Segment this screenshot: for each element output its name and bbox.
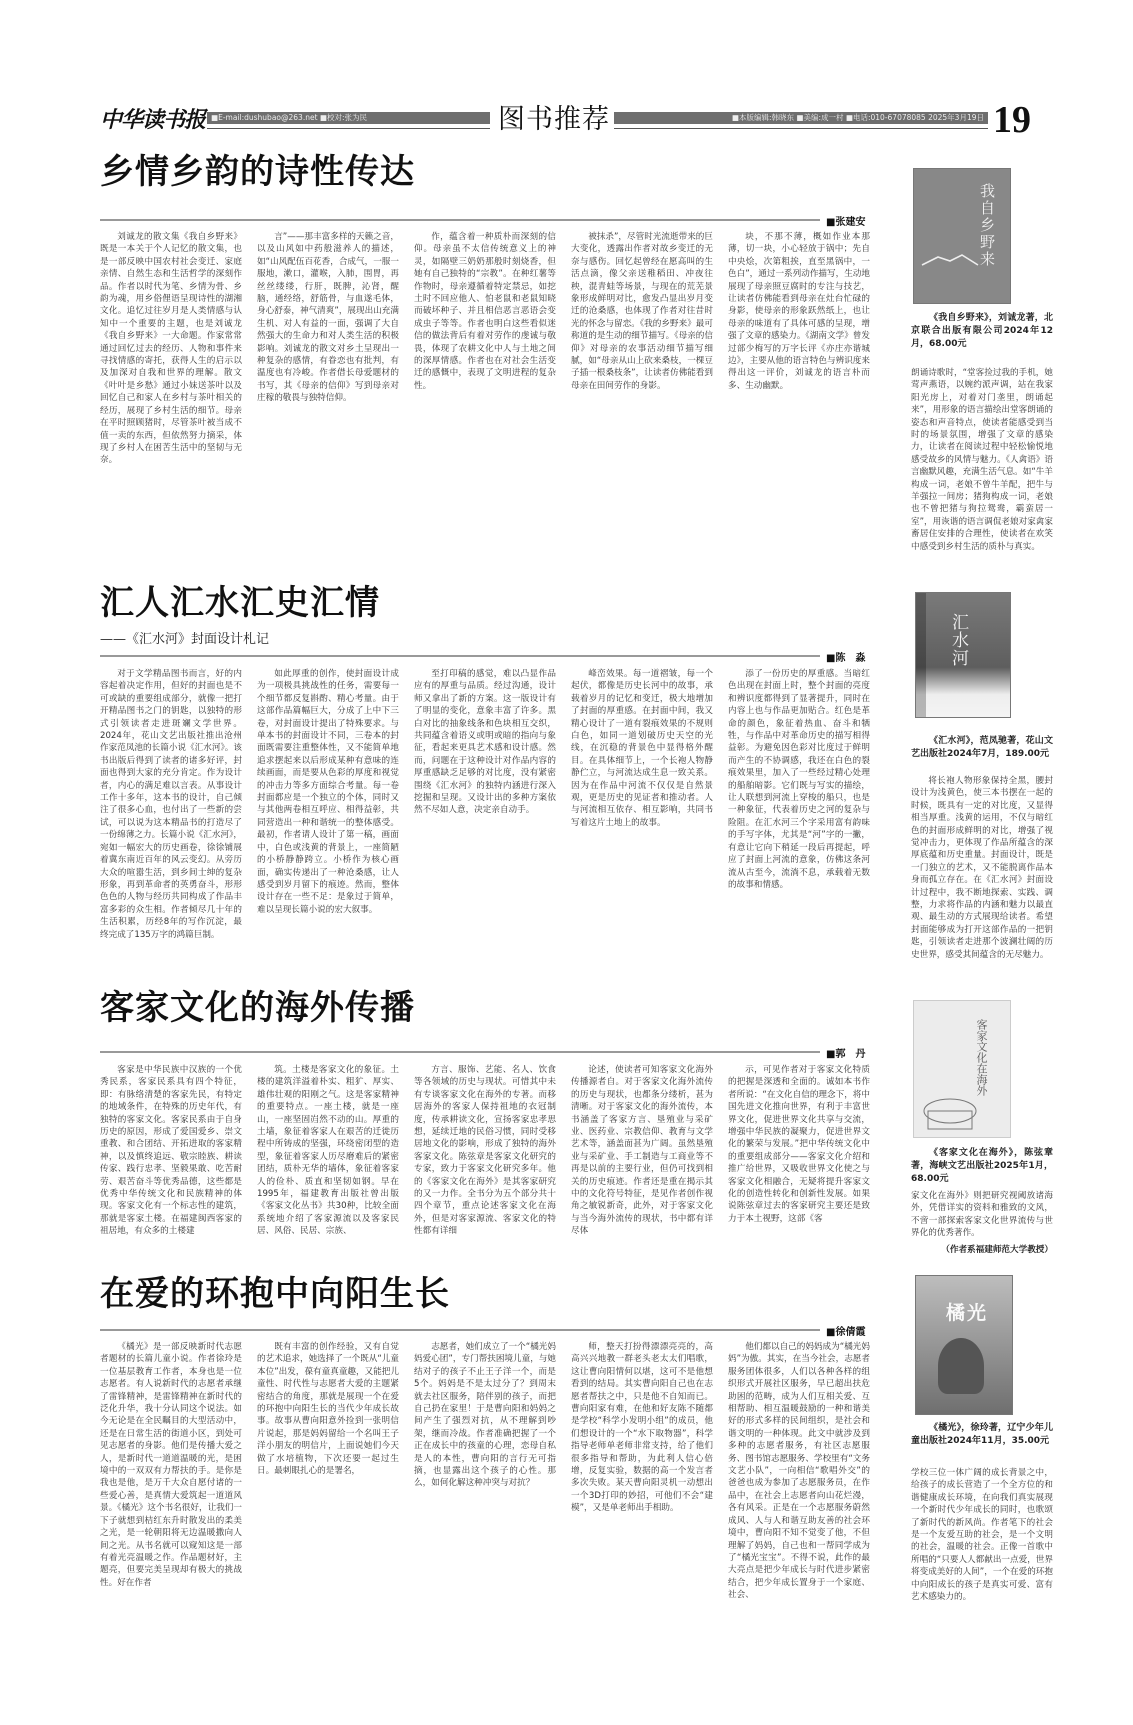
girl-illustration <box>938 1338 984 1394</box>
article-column: 既有丰富的创作经验，又有自觉的艺术追求，她选择了一个既从“儿童本位”出发，葆有童真童趣，又能把儿童性、时代性与志愿者大爱的主题紧密结合的角度，那就是展现一个在爱的环抱中向阳生长的当代少年成长故事。故事从曹向阳意外捡到一张明信片说起，那是妈妈留给一个名叫王子洋小朋友的明信片，上面说她们今天做了水培植物，下次还要一起过生日。最刺眼扎心的是署名， <box>257 1342 399 1477</box>
article-side-column: 将长袍人物形象保持全黑，腰封设计为浅黄色，使三本书摆在一起的时候，既具有一定的对比度，又显得相当厚重。浅黄的运用，不仅与暗红色的封面形成鲜明的对比，增强了视觉冲击力，更体现了作品所蕴含的深厚底蕴和历史重量。封面设计，既是一门独立的艺术，又不能脱离作品本身而孤立存在。在《汇水河》封面设计过程中，我不断地探索、实践、调整，力求将作品的内涵和魅力以最直观、最生动的方式展现给读者。希望封面能够成为打开这部作品的一把钥匙，引领读者走进那个波澜壮阔的历史世界，感受其间蕴含的无尽魅力。 <box>911 776 1053 960</box>
tulou-illustration <box>920 1081 980 1136</box>
article-column: 《橘光》是一部反映新时代志愿者题材的长篇儿童小说。作者徐玲是一位基层教育工作者，本身也是一位志愿者。有人说新时代的志愿者承继了雷锋精神，是雷锋精神在新时代的泛化升华，我十分认同这个说法。如今无论是在全民瞩目的大型活动中，还是在日常生活的街道小区，到处可见志愿者的身影。他们是传播大爱之人，是新时代一道道温暖的光，是困境中的一双双有力帮扶的手。是你是我也是他，是万千大众自愿付诸的一些爱心善，是真情大爱筑起一道道风景。《橘光》这个书名很好，让我们一下子就想到桔红东升时散发出的柔美之光，是一轮朝阳将无边温暖撒向人间之光。从书名就可以窥知这是一部有着光亮温暖之作。作品题材好，主题亮，但要完美呈现却有极大的挑战性。好在作者 <box>100 1342 242 1588</box>
book-cover-image <box>913 168 1011 304</box>
article-byline: ■陈 淼 <box>826 653 866 664</box>
book-cover-image <box>913 1000 1011 1138</box>
article-column: 对于文学精品图书而言，好的内容起着决定作用，但好的封面也是不可或缺的重要组成部分，就像一把打开精品图书之门的钥匙，以独特的形式引领读者走进斑斓文学世界。2024年，花山文艺出版社推出沧州作家范凤池的长篇小说《汇水河》。该书出版后得到了读者的诸多好评，封面也得到大家的充分肯定。作为设计者，内心的满足难以言表。从事设计工作十多年，这本书的设计，自己倾注了很多心血，也付出了一些新的尝试，可以说为这本精品书的打造尽了一份绵薄之力。长篇小说《汇水河》，宛如一幅宏大的历史画卷，徐徐铺展着冀东南近百年的风云变幻。从旁历大众的喧嚣生活，到乡间士绅的复杂形象，再到革命者的英勇奋斗，形形色色的人物与经历共同构成了作品丰富多彩的众生相。作者倾尽几十年的生活积累，历经8年的写作沉淀，最终完成了135万字的鸿篇巨制。 <box>100 669 242 940</box>
article-column: 作，蕴含着一种质朴而深刻的信仰。母亲虽不太信传统意义上的神灵，如隔壁三奶奶那般时刻烧香，但她有自己独特的“宗教”。在种红薯等作物时，母亲遵循着特定禁忌，如挖土时不回应他人、怕老鼠和老鼠知晓而破坏种子、并且相信恶言恶语会变成虫子等等。作者也明白这些看似迷信的做法背后有着对劳作的虔诚与敬畏，体现了农耕文化中人与土地之间的深厚情感。作者也在对社会生活变迁的感慨中，表现了文明进程的复杂性。 <box>414 232 556 391</box>
author-credit: （作者系福建师范大学教授） <box>941 1245 1053 1255</box>
book-cover-title: 汇水河 <box>948 613 968 667</box>
book-caption: 《橘光》，徐玲著，辽宁少年儿童出版社2024年11月，35.00元 <box>911 1423 1053 1446</box>
article-column: 筑。土楼是客家文化的象征。土楼的建筑洋溢着朴实、粗犷、厚实、雄伟壮观的阳刚之气。这是客家精神的重要特点。一座土楼，就是一座山，一座坚固岿然不动的山。厚重的土墙，象征着客家人在艰苦的迁徙历程中所铸成的坚强，环绕密闭型的造型，象征着客家人历尽磨难后的紧密团结，质朴无华的墙体，象征着客家人的俭朴、质直和坚韧如钢。早在1995年，福建教育出版社曾出版《客家文化丛书》共30种，比较全面系统地介绍了客家源流以及客家民居、风俗、民居、宗族、 <box>257 1065 399 1237</box>
article-column: 添了一份历史的厚重感。当暗红色出现在封面上时，整个封面的亮度和辨识度都得到了显著提升，同时在内容上也与作品更加贴合。红色是革命的颜色，象征着热血、奋斗和牺牲，与作品中对革命历史的描写相得益彰。为避免因色彩对比度过于鲜明而产生的不协调感，我还在白色的裂痕效果里，加入了一些经过精心处理的船舶暗影。它们既与写实的描绘，让人联想到河流上穿梭的船只，也是一种象征，代表着历史之河的复杂与险阻。在汇水河三个字采用富有韵味的手写字体，尤其是“河”字的一撇，有意让它向下稍延一段后再提起，呼应了封面上河流的意象，仿佛这条河流从古至今，流淌不息，承载着无数的故事和情感。 <box>728 669 870 890</box>
article-column: 刘诚龙的散文集《我自乡野来》既是一本关于个人记忆的散文集，也是一部反映中国农村社会变迁、家庭亲情、自然生态和生活哲学的深刻作品。作者以时代为笔、乡情为骨、乡韵为魂，用乡俗俚语呈现诗性的湖湘文化。追忆过往岁月是人类情感与认知中一个重要的主题，也是刘诚龙《我自乡野来》一大命题。作家常常通过回忆过去的经历、人物和事件来寻找情感的寄托，获得人生的启示以及加深对自我和世界的理解。散文《叶叶是乡愁》通过小妹送茶叶以及回忆自己和家人在乡村与茶叶相关的经历，展现了乡村生活的细节。母亲在平时照顾猪时，尽管茶叶被当成不值一卖的东西，但依然努力摘采，体现了乡村人在困苦生活中的坚韧与无奈。 <box>100 232 242 466</box>
section-title: 图书推荐 <box>498 104 610 135</box>
book-caption: 《汇水河》，范凤驰著，花山文艺出版社2024年7月，189.00元 <box>911 736 1053 759</box>
article-column: 客家是中华民族中汉族的一个优秀民系，客家民系具有四个特征，即：有脉络清楚的客家先民，有特定的地域条件，在特殊的历史年代，有独特的客家文化。客家民系由于自身历史的原因，形成了爱国爱乡、崇文重教、和合团结、开拓进取的客家精神，以及慎终追远、敬宗睦族、耕读传家、践行忠孝、坚毅果敢、吃苦耐劳、艰苦奋斗等优秀品德，这些都是优秀中华传统文化和民族精神的体现。客家文化有一个标志性的建筑，那就是客家土楼。在福建闽西客家的祖居地，有众多的土楼建 <box>100 1065 242 1237</box>
newspaper-logo: 中华读书报 <box>100 107 206 133</box>
divider <box>100 655 820 657</box>
masthead <box>100 99 1035 141</box>
divider <box>207 128 490 129</box>
book-caption: 《客家文化在海外》，陈弦章著，海峡文艺出版社2025年1月，68.00元 <box>911 1148 1053 1184</box>
article-headline: 客家文化的海外传播 <box>100 988 415 1028</box>
article-side-column: 学校三位一体广阔的成长背景之中，给孩子的成长营造了一个全方位的和谐健康成长环境，在向我们真实展现一个新时代少年成长的同时，也歌颂了新时代的新风尚。作者笔下的社会是一个友爱互助的社会，是一个文明的社会，温暖的社会。正像一首歌中所唱的“只要人人都献出一点爱，世界将变成美好的人间”，一个在爱的环抱中向阳成长的孩子是真实可爱、富有艺术感染力的。 <box>911 1468 1053 1603</box>
article-column: 方言、服饰、艺能、名人、饮食等各领域的历史与现状。可惜其中未有专谈客家文化在海外的专著。而移居海外的客家人保持祖地的衣冠制度，传承耕读文化，宣扬客家忠孝思想，延续迁地的民俗习惯，同时受移居地文化的影响，形成了独特的海外客家文化。陈弦章是客家文化研究的专家，致力于客家文化研究多年。他的《客家文化在海外》是其客家研究的又一力作。全书分为五个部分共十四个章节，重点论述客家文化在海外，但是对客家源流、客家文化的特性都有详细 <box>414 1065 556 1237</box>
article-column: 志愿者，她们成立了一个“橘光妈妈爱心团”，专门帮扶困境儿童，与她结对子的孩子不止王子洋一个，而是5个。妈妈是不是太过分了？到周末就去社区服务，陪伴别的孩子，而把自己扔在家里！于是曹向阳和妈妈之间产生了强烈对抗，从不理解到吵架，继而冷战。作者准确把握了一个正在成长中的孩童的心理，恋母自私是人的本性，曹向阳的言行无可指摘，也显露出这个孩子的心性。那么，如何化解这种冲突与对抗？ <box>414 1342 556 1489</box>
article-column: 言”——那丰富多样的天籁之音，以及山风如中药般滋养人的描述，如“山风配伍百花香，合成气，一服一服地，漱口，灌喉，入肺，围胃，再丝丝缕缕，行肝，既脾，沁肾，醒脑，通经络，舒筋骨，与血遂毛体，身心舒泰，神气清爽”，展现出山充满生机、对人有益的一面，强调了大自然强大的生命力和对人类生活的积极影响。刘诚龙的散文对乡土呈现出一种复杂的感情，有眷恋也有批判，有温度也有冷峻。作者借长母爱题材的书写，其《母亲的信仰》写到母亲对庄稼的敬畏与独特信仰。 <box>257 232 399 404</box>
article-subtitle: ——《汇水河》封面设计札记 <box>100 632 270 647</box>
article-column: 示，可见作者对于客家文化特质的把握是深透和全面的。诚如本书作者所说：“在文化自信的理念下，将中国先进文化推向世界，有利于丰富世界文化，促进世界文化共享与交流，增强中华民族的凝聚力，促进世界文化的繁荣与发展。”把中华传统文化中的重要组成部分——客家文化介绍和推广给世界，又吸收世界文化使之与客家文化相融合，无疑将提升客家文化的创造性转化和创新性发展。如果说陈弦章过去的客家研究主要还是致力于本土视野，这部《客 <box>728 1065 870 1224</box>
book-caption: 《我自乡野来》，刘诚龙著，北京联合出版有限公司2024年12月，68.00元 <box>911 313 1053 349</box>
article-byline: ■郭 丹 <box>826 1049 866 1060</box>
book-cover-title: 橘光 <box>946 1302 989 1324</box>
article-byline: ■张建安 <box>826 217 866 228</box>
book-cover-image <box>915 1275 1013 1415</box>
masthead-editor-bar: ■本版编辑:韩晓东 ■美编:成一村 ■电话:010-67078085 2025年3月19日 <box>614 112 988 124</box>
article-column: 至打印稿的感觉，难以凸显作品应有的厚重与品质。经过沟通，设计师又拿出了新的方案。这一版设计有了明显的变化，意象丰富了许多。黑白对比的抽象线条和色块相互交织，共同蕴含着语义或明或暗的指向与象征，看起来更具艺术感和设计感。然而，问题在于这种设计对作品内容的厚重感缺乏足够的对比度，没有紧密围绕《汇水河》的独特内涵进行深入挖掘和呈现。又设计出的多种方案依然不尽如人意，决定亲自动手。 <box>414 669 556 816</box>
divider <box>100 219 820 221</box>
article-headline: 汇人汇水汇史汇情 <box>100 583 380 623</box>
roof-illustration <box>920 249 980 269</box>
book-cover-title: 客家文化在海外 <box>975 1019 988 1096</box>
page-number: 19 <box>993 99 1031 141</box>
article-column: 被抹杀”，尽管时光流逝带来的巨大变化，透露出作者对故乡变迁的无奈与感伤。回忆起曾经在愿高叫的生活点滴，像父亲送稚稻田、冲夜往秧，混青蛙等场景，与现在的荒芜景象形成鲜明对比，愈发凸显出岁月变迁的沧桑感，也体现了作者对往昔时光的怀念与留恋。《我的乡野来》最可称道的是生动的细节描写。《母亲的信仰》对母亲的农事活动细节描写细腻，如“母亲从山上砍来桑枝，一棵豆子插一根桑枝条”，让读者仿佛能看到母亲在田间劳作的身影。 <box>571 232 713 391</box>
article-side-column: 家文化在海外》则把研究视阈放诸海外，凭借详实的资料和雅致的文风，不啻一部探索客家文化世界流传与世界化的优秀著作。 <box>911 1191 1053 1239</box>
article-side-column: 朗诵诗歌时，“堂客捡过我的手机，她莺声燕语，以婉约派声调，站在我家阳光房上，对着对门垄里，朗诵起来”，用形象的语言描绘出堂客朗诵的姿态和声音特点，使读者能感受到当时的场景氛围，增强了文章的感染力，让读者在阅读过程中轻松愉悦地感受故乡的风情与魅力。《人禽语》语言幽默风趣，充满生活气息。如“牛羊构成一词，老娘不曾牛羊配，把牛与羊强拉一间房；猪狗构成一词，老娘也不曾把猪与狗拉鸳鸯，霸蛮居一室”，用诙谐的语言调侃老娘对家禽家畜居住安排的合理性，使读者在欢笑中感受到乡村生活的质朴与真实。 <box>911 368 1053 552</box>
article-column: 论述，使读者可知客家文化海外传播源者自。对于客家文化海外流传的历史与现状，也都条分缕析，甚为清晰。对于客家文化的海外流传，本书涵盖了客家方言、垦殖业与采矿业、医药业、宗教信仰、教育与文学艺术等，涵盖面甚为广阔。虽然垦殖业与采矿业、手工制造与工商业等不再是以前的主要行业，但仍可找到相关的历史痕迹。作者还是重在揭示其中的文化符号特征，是见作者创作视角之敏锐新奇，此外，对于客家文化与当今海外流传的现状，书中都有详尽体 <box>571 1065 713 1237</box>
article-headline: 乡情乡韵的诗性传达 <box>100 152 415 192</box>
article-headline: 在爱的环抱中向阳生长 <box>100 1274 450 1314</box>
masthead-contact-bar: ■E-mail:dushubao@263.net ■校对:张为民 <box>207 112 490 124</box>
article-column: 如此厚重的创作，使封面设计成为一项极具挑战性的任务，需要每一个细节都反复斟酌、精心考量。由于这部作品篇幅巨大，分成了上中下三卷，对封面设计提出了特殊要求。与单本书的封面设计不同，三卷本的封面既需要注重整体性，又不能简单地追求摆起来以后形成某种有意味的连续画面，而是要从色彩的厚度和视觉的冲击力等多方面综合考量。每一卷封面都应是一个独立的个体，同时又与其他两卷相互呼应、相得益彰，共同营造出一种和谐统一的整体感受。最初，作者请人设计了第一稿，画面中，白色或浅黄的背景上，一座简陋的小桥静静跨立。小桥作为核心画面，确实传递出了一种沧桑感，让人感受到岁月留下的痕迹。然而，整体设计存在一些不足：是象过于简单，难以呈现长篇小说的宏大叙事。 <box>257 669 399 915</box>
book-cover-title: 我自乡野来 <box>978 183 996 268</box>
book-cover-image <box>915 592 1011 718</box>
article-column: 他们都以自己的妈妈成为“橘光妈妈”为傲。其实，在当今社会，志愿者服务团体很多，人们以各种各样的组织形式开展社区服务，早已超出扶危助困的范畴，成为人们互相关爱、互相帮助、相互温暖鼓励的一种和谐美好的形式多样的民间组织，是社会和谐文明的一种体现。此文中就涉及到多种的志愿者服务，有社区志愿服务、图书馆志愿服务、学校里有“文务文艺小队”，一向相信“歌唱外交”的爸爸也成为参加了志愿服务员，在作品中，在社会上志愿者向山花烂漫，各有风采。正是在一个志愿服务蔚然成风、人与人和谐互助友善的社会环境中，曹向阳不知不觉变了他，不但理解了妈妈，自己也和一帮同学成为了“橘光宝宝”。不得不说，此作的最大亮点是把少年成长与时代进步紧密结合，把少年成长置身于一个家庭、社会、 <box>728 1342 870 1601</box>
divider <box>100 1051 820 1053</box>
divider <box>614 128 988 129</box>
divider <box>100 1329 820 1331</box>
article-column: 块，不那不薄，概如作业本那薄，切一块，小心轻放于锅中；先自中央烩，次第粗挨，直至黑锅中，一色白”，通过一系列动作描写，生动地展现了母亲照豆腐时的专注与技艺，让读者仿佛能看到母亲在灶台忙碌的身影，使母亲的形象跃然纸上，也让母亲的味道有了具体可感的呈现，增强了文章的感染力。《湖南文学》曾发过部少梅写的万字长评《亦庄亦谐城边》，主要从他的语言特色与辨识度来得出这一评价，刘诚龙的语言朴而多、生动幽默。 <box>728 232 870 391</box>
article-column: 峰峦效果。每一道褶皱，每一个起伏，都像是历史长河中的故事，承载着岁月的记忆和变迁，极大地增加了封面的厚重感。在封面中间，我又精心设计了一道有裂痕效果的不规则白色，如同一道划破历史天空的光线，在沉稳的背景色中显得格外醒目。在具体细节上，一个长袍人物静静伫立，与河流达成生息一致关系。因为在作品中河流不仅仅是自然景观，更是历史的见证者和推动者。人与河流相互依存、相互影响，共同书写着这片土地上的故事。 <box>571 669 713 828</box>
book-spine <box>916 593 926 717</box>
article-column: 师，整天打扮得漂漂亮亮的，高高兴兴地教一群老头老太太们唱歌，这让曹向阳情何以堪，这可不是他想看到的结局。其实曹向阳自己也在志愿者帮扶之中，只是他不自知而已。曹向阳家有难，在他和好友陈不随都是学校“科学小发明小组”的成员，他们想设计的一个“水下取物器”，科学指导老师单老师非常支持，给了他们很多指导和帮助，为此利人信心倍增，反复实验，数据的高一个发言者多次失败。某天曹向阳灵机一动想出一个3D打印的妙招，可他们不会“建模”，又是单老师出手相助。 <box>571 1342 713 1514</box>
article-byline: ■徐倩霞 <box>826 1327 866 1338</box>
